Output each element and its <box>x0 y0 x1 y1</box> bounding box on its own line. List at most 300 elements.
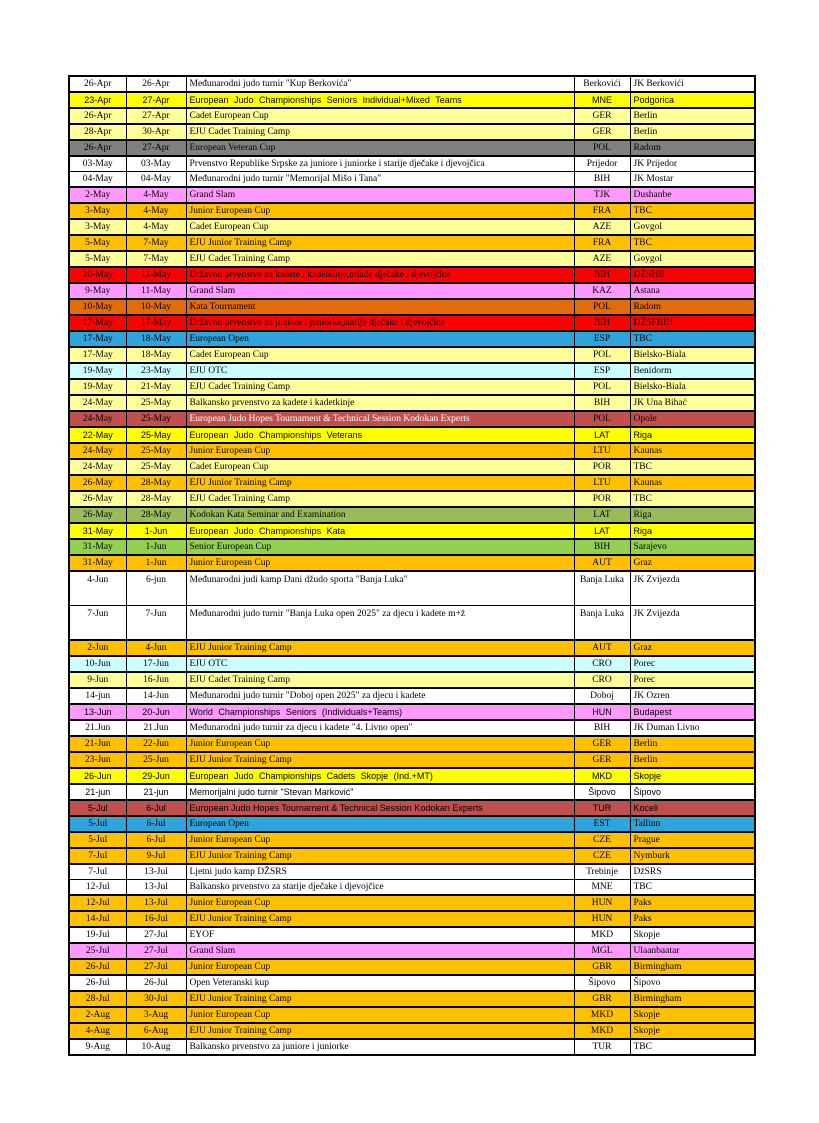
table-row <box>69 491 755 507</box>
start-date-cell: 10-Jun <box>69 656 126 672</box>
end-date-cell: 25-Jun <box>126 752 186 768</box>
table-row <box>69 539 755 555</box>
end-date-cell: 30-Jul <box>126 991 186 1007</box>
location-cell: DžSRS <box>630 864 755 880</box>
location-cell: Birmingham <box>630 959 755 975</box>
country-cell: Šipovo <box>574 784 630 800</box>
start-date-cell: 31-May <box>69 555 126 571</box>
table-row <box>69 427 755 443</box>
event-name-cell: EJU Junior Training Camp <box>186 991 574 1007</box>
start-date-cell: 23-Jun <box>69 752 126 768</box>
location-cell: Riga <box>630 523 755 539</box>
table-row <box>69 911 755 927</box>
location-cell: Berlin <box>630 108 755 124</box>
start-date-cell: 28-Jul <box>69 991 126 1007</box>
country-cell: AZE <box>574 219 630 235</box>
start-date-cell: 5-Jul <box>69 832 126 848</box>
location-cell: Skopje <box>630 1007 755 1023</box>
start-date-cell: 12-Jul <box>69 880 126 896</box>
table-row <box>69 219 755 235</box>
event-name-cell: Grand Slam <box>186 943 574 959</box>
table-row <box>69 768 755 784</box>
location-cell: JK Una Bihać <box>630 395 755 411</box>
start-date-cell: 17-May <box>69 315 126 331</box>
country-cell: CRO <box>574 672 630 688</box>
country-cell: POR <box>574 459 630 475</box>
table-row <box>69 475 755 491</box>
start-date-cell: 14-jun <box>69 688 126 704</box>
event-name-cell: EJU Cadet Training Camp <box>186 491 574 507</box>
location-cell: JK Berkovići <box>630 76 755 92</box>
start-date-cell: 28-Apr <box>69 124 126 140</box>
end-date-cell: 27-Apr <box>126 140 186 156</box>
event-name-cell: Grand Slam <box>186 187 574 203</box>
end-date-cell: 16-Jul <box>126 911 186 927</box>
country-cell: HUN <box>574 911 630 927</box>
start-date-cell: 7-Jun <box>69 606 126 641</box>
location-cell: Porec <box>630 656 755 672</box>
location-cell: JK Zvijezda <box>630 606 755 641</box>
location-cell: Berlin <box>630 736 755 752</box>
location-cell: Radom <box>630 299 755 315</box>
event-name-cell: Državno prvenstvo za kadete i kadetkinje,mlađe dječake i djevojčice <box>186 267 574 283</box>
start-date-cell: 12-Jul <box>69 895 126 911</box>
country-cell: AUT <box>574 640 630 656</box>
start-date-cell: 5-May <box>69 251 126 267</box>
location-cell: Benidorm <box>630 363 755 379</box>
event-name-cell: EJU Cadet Training Camp <box>186 124 574 140</box>
location-cell: Goygol <box>630 251 755 267</box>
event-name-cell: EJU Cadet Training Camp <box>186 672 574 688</box>
country-cell: POL <box>574 379 630 395</box>
table-row <box>69 172 755 188</box>
event-name-cell: European Judo Championships Veterans <box>186 427 574 443</box>
event-name-cell: EJU Cadet Training Camp <box>186 251 574 267</box>
event-name-cell: Memorijalni judo turnir "Stevan Marković" <box>186 784 574 800</box>
location-cell: Berlin <box>630 124 755 140</box>
table-row <box>69 656 755 672</box>
start-date-cell: 5-Jul <box>69 800 126 816</box>
country-cell: Doboj <box>574 688 630 704</box>
country-cell: Prijedor <box>574 156 630 172</box>
country-cell: KAZ <box>574 283 630 299</box>
location-cell: Riga <box>630 427 755 443</box>
start-date-cell: 26-May <box>69 475 126 491</box>
country-cell: POL <box>574 299 630 315</box>
country-cell: BIH <box>574 172 630 188</box>
location-cell: Nymburk <box>630 848 755 864</box>
event-name-cell: Kata Tournament <box>186 299 574 315</box>
end-date-cell: 21-jun <box>126 784 186 800</box>
country-cell: HUN <box>574 895 630 911</box>
start-date-cell: 3-May <box>69 219 126 235</box>
table-row <box>69 800 755 816</box>
table-row <box>69 720 755 736</box>
end-date-cell: 10-May <box>126 299 186 315</box>
table-row <box>69 251 755 267</box>
start-date-cell: 7-Jul <box>69 848 126 864</box>
table-row <box>69 927 755 943</box>
start-date-cell: 17-May <box>69 331 126 347</box>
event-name-cell: European Veteran Cup <box>186 140 574 156</box>
location-cell: DŽSFBIH <box>630 315 755 331</box>
country-cell: MNE <box>574 92 630 108</box>
event-name-cell: Grand Slam <box>186 283 574 299</box>
event-name-cell: Cadet European Cup <box>186 459 574 475</box>
end-date-cell: 1-Jun <box>126 539 186 555</box>
country-cell: FRA <box>574 203 630 219</box>
start-date-cell: 2-May <box>69 187 126 203</box>
location-cell: Skopje <box>630 768 755 784</box>
table-row <box>69 203 755 219</box>
event-name-cell: EJU Cadet Training Camp <box>186 379 574 395</box>
event-name-cell: Cadet European Cup <box>186 347 574 363</box>
event-name-cell: Cadet European Cup <box>186 108 574 124</box>
end-date-cell: 03-May <box>126 156 186 172</box>
location-cell: DŽSHB <box>630 267 755 283</box>
country-cell: LTU <box>574 443 630 459</box>
event-name-cell: Junior European Cup <box>186 1007 574 1023</box>
country-cell: POL <box>574 347 630 363</box>
table-row <box>69 299 755 315</box>
end-date-cell: 04-May <box>126 172 186 188</box>
end-date-cell: 25-May <box>126 427 186 443</box>
location-cell: Radom <box>630 140 755 156</box>
event-name-cell: Državno prvenstvo za juniore i juniorke,starije dječake i djevojčice <box>186 315 574 331</box>
start-date-cell: 26-Apr <box>69 140 126 156</box>
country-cell: LAT <box>574 427 630 443</box>
table-row <box>69 848 755 864</box>
end-date-cell: 17-Jun <box>126 656 186 672</box>
end-date-cell: 3-Aug <box>126 1007 186 1023</box>
location-cell: TBC <box>630 235 755 251</box>
end-date-cell: 6-Jul <box>126 800 186 816</box>
end-date-cell: 4-May <box>126 187 186 203</box>
table-row <box>69 347 755 363</box>
start-date-cell: 26-Jul <box>69 975 126 991</box>
table-row <box>69 523 755 539</box>
location-cell: Govgol <box>630 219 755 235</box>
start-date-cell: 26-Jul <box>69 959 126 975</box>
end-date-cell: 6-jun <box>126 571 186 606</box>
table-row <box>69 816 755 832</box>
start-date-cell: 31-May <box>69 539 126 555</box>
event-name-cell: Senior European Cup <box>186 539 574 555</box>
country-cell: FRA <box>574 235 630 251</box>
country-cell: GER <box>574 752 630 768</box>
location-cell: Berlin <box>630 752 755 768</box>
end-date-cell: 11-May <box>126 283 186 299</box>
location-cell: Ulaanbaatar <box>630 943 755 959</box>
event-name-cell: Prvenstvo Republike Srpske za juniore i juniorke i starije dječake i djevojčica <box>186 156 574 172</box>
table-row <box>69 895 755 911</box>
event-name-cell: Balkansko prvenstvo za juniore i juniorke <box>186 1039 574 1055</box>
start-date-cell: 5-Jul <box>69 816 126 832</box>
table-row <box>69 140 755 156</box>
table-row <box>69 124 755 140</box>
start-date-cell: 13-Jun <box>69 704 126 720</box>
location-cell: TBC <box>630 1039 755 1055</box>
location-cell: JK Zvijezda <box>630 571 755 606</box>
country-cell: CZE <box>574 832 630 848</box>
country-cell: POL <box>574 140 630 156</box>
end-date-cell: 17-May <box>126 315 186 331</box>
table-row <box>69 640 755 656</box>
table-row <box>69 736 755 752</box>
table-row <box>69 991 755 1007</box>
start-date-cell: 2-Aug <box>69 1007 126 1023</box>
end-date-cell: 29-Jun <box>126 768 186 784</box>
event-name-cell: Ljetni judo kamp DŽSRS <box>186 864 574 880</box>
table-row <box>69 267 755 283</box>
start-date-cell: 24-May <box>69 443 126 459</box>
location-cell: Podgorica <box>630 92 755 108</box>
location-cell: JK Mostar <box>630 172 755 188</box>
table-row <box>69 555 755 571</box>
start-date-cell: 19-May <box>69 363 126 379</box>
end-date-cell: 27-Jul <box>126 959 186 975</box>
table-row <box>69 688 755 704</box>
location-cell: TBC <box>630 880 755 896</box>
country-cell: MGL <box>574 943 630 959</box>
location-cell: Bielsko-Biala <box>630 347 755 363</box>
country-cell: CZE <box>574 848 630 864</box>
end-date-cell: 6-Jul <box>126 816 186 832</box>
table-row <box>69 1023 755 1039</box>
table-row <box>69 880 755 896</box>
table-row <box>69 975 755 991</box>
event-name-cell: Junior European Cup <box>186 832 574 848</box>
start-date-cell: 19-May <box>69 379 126 395</box>
table-row <box>69 363 755 379</box>
events-table <box>68 75 756 1056</box>
location-cell: Prague <box>630 832 755 848</box>
end-date-cell: 7-May <box>126 235 186 251</box>
table-row <box>69 672 755 688</box>
country-cell: LAT <box>574 507 630 523</box>
event-name-cell: Međunarodni judo turnir za djecu i kadete "4. Livno open" <box>186 720 574 736</box>
location-cell: Graz <box>630 640 755 656</box>
start-date-cell: 23-Apr <box>69 92 126 108</box>
event-name-cell: European Judo Championships Seniors Individual+Mixed Teams <box>186 92 574 108</box>
table-row <box>69 283 755 299</box>
event-name-cell: European Open <box>186 816 574 832</box>
table-row <box>69 459 755 475</box>
start-date-cell: 24-May <box>69 395 126 411</box>
location-cell: JK Ozren <box>630 688 755 704</box>
end-date-cell: 13-Jul <box>126 880 186 896</box>
end-date-cell: 27-Apr <box>126 108 186 124</box>
start-date-cell: 10-May <box>69 299 126 315</box>
event-name-cell: European Judo Hopes Tournament & Technical Session Kodokan Experts <box>186 411 574 427</box>
start-date-cell: 21-jun <box>69 784 126 800</box>
country-cell: BIH <box>574 395 630 411</box>
event-name-cell: EJU OTC <box>186 656 574 672</box>
end-date-cell: 13-Jul <box>126 895 186 911</box>
country-cell: TUR <box>574 1039 630 1055</box>
table-row <box>69 507 755 523</box>
table-row <box>69 832 755 848</box>
event-name-cell: European Judo Championships Kata <box>186 523 574 539</box>
end-date-cell: 25-May <box>126 459 186 475</box>
country-cell: Banja Luka <box>574 571 630 606</box>
country-cell: Berkovići <box>574 76 630 92</box>
country-cell: TUR <box>574 800 630 816</box>
event-name-cell: Kodokan Kata Seminar and Examination <box>186 507 574 523</box>
table-row <box>69 943 755 959</box>
country-cell: GBR <box>574 991 630 1007</box>
location-cell: Šipovo <box>630 784 755 800</box>
table-row <box>69 704 755 720</box>
country-cell: LAT <box>574 523 630 539</box>
event-name-cell: EJU Junior Training Camp <box>186 1023 574 1039</box>
end-date-cell: 7-May <box>126 251 186 267</box>
start-date-cell: 26-Apr <box>69 76 126 92</box>
location-cell: Kaunas <box>630 443 755 459</box>
event-name-cell: Junior European Cup <box>186 443 574 459</box>
start-date-cell: 7-Jul <box>69 864 126 880</box>
location-cell: Bielsko-Biala <box>630 379 755 395</box>
location-cell: Skopje <box>630 1023 755 1039</box>
event-name-cell: EJU Junior Training Camp <box>186 475 574 491</box>
location-cell: Dushanbe <box>630 187 755 203</box>
end-date-cell: 27-Jul <box>126 927 186 943</box>
country-cell: LTU <box>574 475 630 491</box>
end-date-cell: 28-May <box>126 491 186 507</box>
end-date-cell: 1-Jun <box>126 523 186 539</box>
end-date-cell: 18-May <box>126 331 186 347</box>
country-cell: AZE <box>574 251 630 267</box>
location-cell: Sarajevo <box>630 539 755 555</box>
table-row <box>69 784 755 800</box>
location-cell: Kaunas <box>630 475 755 491</box>
table-row <box>69 187 755 203</box>
table-row <box>69 235 755 251</box>
event-name-cell: Međunarodni judo turnir "Kup Berkovića" <box>186 76 574 92</box>
end-date-cell: 1-Jun <box>126 555 186 571</box>
start-date-cell: 21.Jun <box>69 720 126 736</box>
event-name-cell: European Judo Championships Cadets Skopje (Ind.+MT) <box>186 768 574 784</box>
end-date-cell: 20-Jun <box>126 704 186 720</box>
end-date-cell: 4-May <box>126 219 186 235</box>
event-name-cell: World Championships Seniors (Individuals+Teams) <box>186 704 574 720</box>
end-date-cell: 28-May <box>126 475 186 491</box>
table-row <box>69 395 755 411</box>
start-date-cell: 04-May <box>69 172 126 188</box>
end-date-cell: 26-Jul <box>126 975 186 991</box>
table-row <box>69 752 755 768</box>
end-date-cell: 16-Jun <box>126 672 186 688</box>
start-date-cell: 31-May <box>69 523 126 539</box>
table-row <box>69 76 755 92</box>
table-row <box>69 411 755 427</box>
event-name-cell: EJU Junior Training Camp <box>186 235 574 251</box>
location-cell: Astana <box>630 283 755 299</box>
end-date-cell: 30-Apr <box>126 124 186 140</box>
end-date-cell: 22-Jun <box>126 736 186 752</box>
country-cell: MKD <box>574 1007 630 1023</box>
end-date-cell: 26-Apr <box>126 76 186 92</box>
country-cell: MKD <box>574 927 630 943</box>
country-cell: AUT <box>574 555 630 571</box>
end-date-cell: 23-May <box>126 363 186 379</box>
end-date-cell: 21.Jun <box>126 720 186 736</box>
event-name-cell: EJU Junior Training Camp <box>186 640 574 656</box>
start-date-cell: 26-May <box>69 507 126 523</box>
location-cell: Graz <box>630 555 755 571</box>
event-name-cell: European Judo Hopes Tournament & Technical Session Kodokan Experts <box>186 800 574 816</box>
country-cell: GER <box>574 108 630 124</box>
location-cell: Opole <box>630 411 755 427</box>
location-cell: TBC <box>630 459 755 475</box>
table-row <box>69 1007 755 1023</box>
start-date-cell: 19-Jul <box>69 927 126 943</box>
country-cell: Trebinje <box>574 864 630 880</box>
country-cell: TJK <box>574 187 630 203</box>
start-date-cell: 17-May <box>69 347 126 363</box>
table-row <box>69 606 755 641</box>
event-name-cell: Junior European Cup <box>186 895 574 911</box>
event-name-cell: Junior European Cup <box>186 959 574 975</box>
event-name-cell: Međunarodni judo turnir "Doboj open 2025" za djecu i kadete <box>186 688 574 704</box>
end-date-cell: 11-May <box>126 267 186 283</box>
events-table-body <box>69 76 755 1055</box>
table-row <box>69 959 755 975</box>
start-date-cell: 4-Jun <box>69 571 126 606</box>
location-cell: JK Duman Livno <box>630 720 755 736</box>
location-cell: Šipovo <box>630 975 755 991</box>
end-date-cell: 13-Jul <box>126 864 186 880</box>
event-name-cell: Junior European Cup <box>186 203 574 219</box>
end-date-cell: 28-May <box>126 507 186 523</box>
start-date-cell: 25-Jul <box>69 943 126 959</box>
country-cell: GER <box>574 124 630 140</box>
start-date-cell: 3-May <box>69 203 126 219</box>
location-cell: Tallinn <box>630 816 755 832</box>
end-date-cell: 27-Jul <box>126 943 186 959</box>
end-date-cell: 27-Apr <box>126 92 186 108</box>
start-date-cell: 10-May <box>69 267 126 283</box>
end-date-cell: 18-May <box>126 347 186 363</box>
end-date-cell: 21-May <box>126 379 186 395</box>
table-row <box>69 1039 755 1055</box>
location-cell: TBC <box>630 491 755 507</box>
end-date-cell: 4-May <box>126 203 186 219</box>
event-name-cell: EYOF <box>186 927 574 943</box>
start-date-cell: 24-May <box>69 411 126 427</box>
location-cell: Skopje <box>630 927 755 943</box>
country-cell: EST <box>574 816 630 832</box>
location-cell: Budapest <box>630 704 755 720</box>
start-date-cell: 03-May <box>69 156 126 172</box>
country-cell: MNE <box>574 880 630 896</box>
end-date-cell: 6-Jul <box>126 832 186 848</box>
event-name-cell: Balkansko prvenstvo za starije dječake i djevojčice <box>186 880 574 896</box>
table-row <box>69 331 755 347</box>
start-date-cell: 26-May <box>69 491 126 507</box>
country-cell: BIH <box>574 315 630 331</box>
country-cell: Banja Luka <box>574 606 630 641</box>
location-cell: Paks <box>630 895 755 911</box>
country-cell: Šipovo <box>574 975 630 991</box>
country-cell: ESP <box>574 363 630 379</box>
start-date-cell: 26-Jun <box>69 768 126 784</box>
country-cell: MKD <box>574 768 630 784</box>
location-cell: Riga <box>630 507 755 523</box>
event-name-cell: Međunarodni judi kamp Dani džudo sporta "Banja Luka" <box>186 571 574 606</box>
start-date-cell: 4-Aug <box>69 1023 126 1039</box>
start-date-cell: 22-May <box>69 427 126 443</box>
